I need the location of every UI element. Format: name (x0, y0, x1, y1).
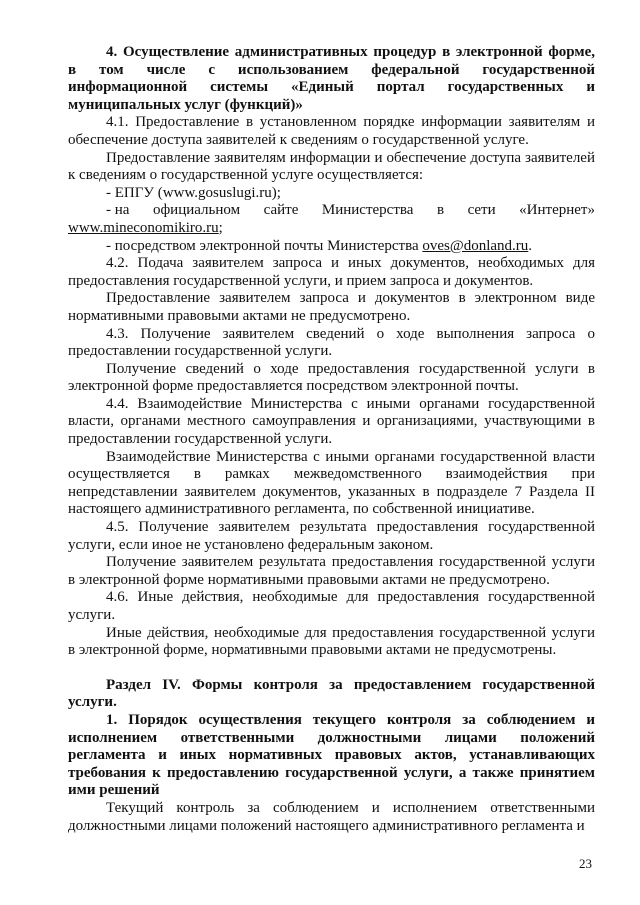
list-item: - на официальном сайте Министерства в сети «Интернет» (106, 202, 595, 219)
ministry-site-link[interactable]: www.mineconomikiro.ru (68, 219, 219, 236)
paragraph: Иные действия, необходимые для предоставления государственной услуги в электронной форме, нормативными правовыми актами не предусмотрены. (68, 624, 595, 659)
paragraph: Получение сведений о ходе предоставления государственной услуги в электронной форме предоставляется посредством электронной почты. (68, 360, 595, 395)
site-url-line: www.mineconomikiro.ru; (68, 219, 223, 236)
list-item: - посредством электронной почты Министерства oves@donland.ru. (106, 237, 533, 254)
paragraph: Предоставление заявителем запроса и документов в электронном виде нормативными правовыми актами не предусмотрено. (68, 290, 595, 324)
paragraph-4-2: 4.2. Подача заявителем запроса и иных документов, необходимых для предоставления государственной услуги, и прием запроса и документов. (68, 255, 595, 289)
subsection-1-heading: 1. Порядок осуществления текущего контроля за соблюдением и исполнением ответственными должностными лицами положений регламента и иных нормативных правовых актов, устанавливающих требования к предоставлению государственной услуги, а также принятием ими решений (68, 711, 595, 799)
list-item: - ЕПГУ (www.gosuslugi.ru); (106, 184, 281, 201)
paragraph-4-6: 4.6. Иные действия, необходимые для предоставления государственной услуги. (68, 589, 595, 623)
paragraph: Получение заявителем результата предоставления государственной услуги в электронной форме нормативными правовыми актами не предусмотрено. (68, 554, 595, 588)
paragraph-4-1: 4.1. Предоставление в установленном порядке информации заявителям и обеспечение доступа заявителей к сведениям о государственной услуге. (68, 114, 595, 148)
paragraph-4-3: 4.3. Получение заявителем сведений о ходе выполнения запроса о предоставлении государственной услуги. (68, 325, 595, 360)
paragraph: Текущий контроль за соблюдением и исполнением ответственными должностными лицами положений настоящего административного регламента и (68, 799, 595, 834)
paragraph-4-5: 4.5. Получение заявителем результата предоставления государственной услуги, если иное не установлено федеральным законом. (68, 519, 595, 553)
section-4-heading: 4. Осуществление административных процедур в электронной форме, в том числе с использованием федеральной государственной информационной системы «Единый портал государственных и муниципальных услуг (функций)» (68, 44, 595, 113)
paragraph: Взаимодействие Министерства с иными органами государственной власти осуществляется в рамках межведомственного взаимодействия при непредставлении заявителем документов, указанных в подразделе 7 Раздела II настоящего административного регламента, по собственной инициативе. (68, 448, 595, 518)
paragraph-4-4: 4.4. Взаимодействие Министерства с иными органами государственной власти, органами местного самоуправления и организациями, участвующими в предоставлении государственной услуги. (68, 395, 595, 448)
spacer (68, 660, 595, 677)
paragraph: Предоставление заявителям информации и обеспечение доступа заявителей к сведениям о государственной услуге осуществляется: (68, 149, 595, 184)
page-number: 23 (579, 856, 592, 871)
section-iv-heading: Раздел IV. Формы контроля за предоставлением государственной услуги. (68, 676, 595, 711)
email-link[interactable]: oves@donland.ru (422, 237, 529, 254)
